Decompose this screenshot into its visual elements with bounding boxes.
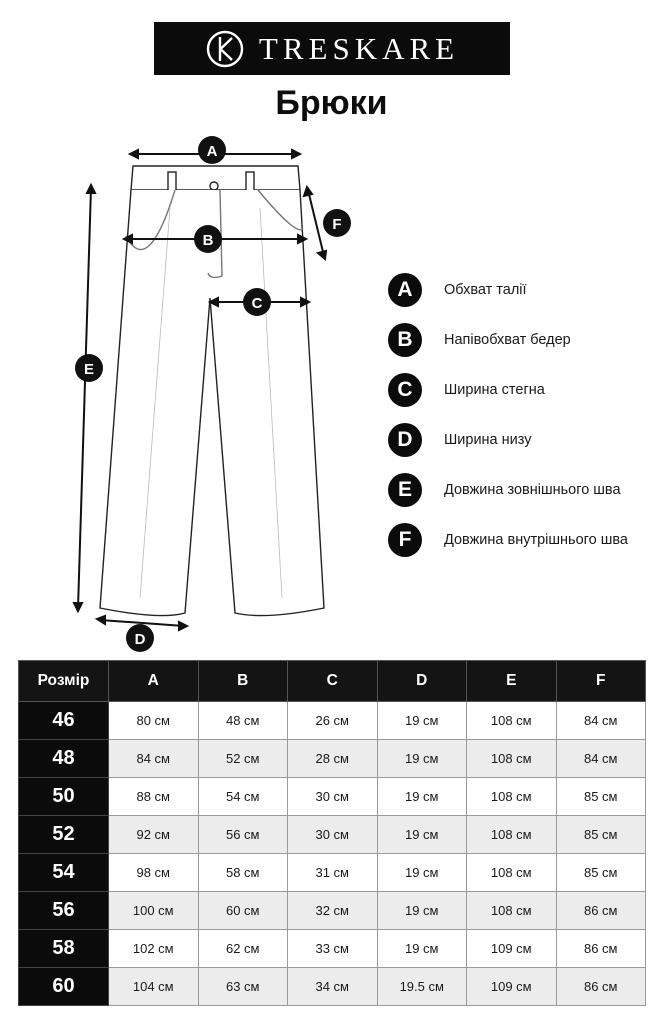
size-cell: 50 xyxy=(19,778,109,816)
cell-b: 48 см xyxy=(198,702,288,740)
cell-d: 19 см xyxy=(377,930,467,968)
column-header-size: Розмір xyxy=(19,661,109,702)
size-cell: 56 xyxy=(19,892,109,930)
cell-d: 19 см xyxy=(377,778,467,816)
column-header-b: B xyxy=(198,661,288,702)
pants-measurement-diagram xyxy=(60,128,360,658)
cell-c: 30 см xyxy=(288,778,378,816)
cell-c: 33 см xyxy=(288,930,378,968)
legend-item-c xyxy=(388,365,658,415)
cell-c: 30 см xyxy=(288,816,378,854)
cell-c: 28 см xyxy=(288,740,378,778)
brand-name: TRESKARE xyxy=(258,30,460,66)
legend-item-d xyxy=(388,415,658,465)
table-row xyxy=(19,892,646,930)
letter-badge-f xyxy=(323,209,351,237)
letter-badge-d xyxy=(126,624,154,652)
legend-letter-badge: A xyxy=(388,273,422,307)
brand-logo xyxy=(154,22,510,75)
svg-text:D: D xyxy=(134,631,146,648)
legend-label: Довжина зовнішнього шва xyxy=(444,482,621,498)
size-cell: 48 xyxy=(19,740,109,778)
cell-f: 86 см xyxy=(556,930,646,968)
cell-f: 85 см xyxy=(556,778,646,816)
cell-a: 102 см xyxy=(109,930,199,968)
table-row xyxy=(19,778,646,816)
legend-item-b xyxy=(388,315,658,365)
svg-text:C: C xyxy=(251,295,263,312)
measurement-legend xyxy=(388,265,658,565)
svg-text:F: F xyxy=(332,216,342,233)
cell-e: 109 см xyxy=(467,930,557,968)
cell-d: 19 см xyxy=(377,816,467,854)
column-header-f: F xyxy=(556,661,646,702)
legend-label: Обхват талії xyxy=(444,282,527,298)
size-cell: 54 xyxy=(19,854,109,892)
cell-b: 60 см xyxy=(198,892,288,930)
cell-b: 62 см xyxy=(198,930,288,968)
cell-a: 80 см xyxy=(109,702,199,740)
cell-d: 19 см xyxy=(377,892,467,930)
legend-label: Довжина внутрішнього шва xyxy=(444,532,628,548)
brand-monogram-icon xyxy=(205,29,245,69)
cell-f: 86 см xyxy=(556,968,646,1006)
cell-e: 108 см xyxy=(467,892,557,930)
letter-badge-c xyxy=(243,288,271,316)
cell-e: 108 см xyxy=(467,816,557,854)
cell-e: 109 см xyxy=(467,968,557,1006)
cell-d: 19.5 см xyxy=(377,968,467,1006)
cell-b: 52 см xyxy=(198,740,288,778)
legend-letter-badge: F xyxy=(388,523,422,557)
size-cell: 52 xyxy=(19,816,109,854)
legend-label: Ширина низу xyxy=(444,432,532,448)
cell-f: 85 см xyxy=(556,854,646,892)
cell-a: 92 см xyxy=(109,816,199,854)
column-header-c: C xyxy=(288,661,378,702)
legend-item-f xyxy=(388,515,658,565)
cell-c: 34 см xyxy=(288,968,378,1006)
letter-badge-e xyxy=(75,354,103,382)
cell-a: 98 см xyxy=(109,854,199,892)
cell-e: 108 см xyxy=(467,740,557,778)
legend-item-e xyxy=(388,465,658,515)
table-row xyxy=(19,740,646,778)
table-row xyxy=(19,816,646,854)
cell-b: 63 см xyxy=(198,968,288,1006)
cell-a: 100 см xyxy=(109,892,199,930)
cell-c: 26 см xyxy=(288,702,378,740)
table-row xyxy=(19,702,646,740)
cell-a: 104 см xyxy=(109,968,199,1006)
cell-a: 84 см xyxy=(109,740,199,778)
table-row xyxy=(19,968,646,1006)
size-table xyxy=(18,660,646,1006)
svg-text:B: B xyxy=(202,232,214,249)
table-row xyxy=(19,854,646,892)
cell-f: 84 см xyxy=(556,740,646,778)
cell-e: 108 см xyxy=(467,778,557,816)
cell-c: 32 см xyxy=(288,892,378,930)
cell-b: 58 см xyxy=(198,854,288,892)
size-cell: 60 xyxy=(19,968,109,1006)
column-header-a: A xyxy=(109,661,199,702)
cell-f: 85 см xyxy=(556,816,646,854)
size-cell: 58 xyxy=(19,930,109,968)
column-header-d: D xyxy=(377,661,467,702)
legend-item-a xyxy=(388,265,658,315)
cell-a: 88 см xyxy=(109,778,199,816)
size-cell: 46 xyxy=(19,702,109,740)
cell-d: 19 см xyxy=(377,854,467,892)
table-row xyxy=(19,930,646,968)
legend-letter-badge: C xyxy=(388,373,422,407)
page-title: Брюки xyxy=(275,84,388,122)
letter-badge-a xyxy=(198,136,226,164)
cell-d: 19 см xyxy=(377,702,467,740)
cell-b: 54 см xyxy=(198,778,288,816)
legend-letter-badge: D xyxy=(388,423,422,457)
svg-text:A: A xyxy=(206,143,218,160)
legend-label: Напівобхват бедер xyxy=(444,332,571,348)
cell-f: 84 см xyxy=(556,702,646,740)
cell-e: 108 см xyxy=(467,854,557,892)
legend-letter-badge: B xyxy=(388,323,422,357)
cell-b: 56 см xyxy=(198,816,288,854)
svg-text:E: E xyxy=(83,361,95,378)
cell-c: 31 см xyxy=(288,854,378,892)
cell-e: 108 см xyxy=(467,702,557,740)
letter-badge-b xyxy=(194,225,222,253)
table-header-row xyxy=(19,661,646,702)
cell-f: 86 см xyxy=(556,892,646,930)
column-header-e: E xyxy=(467,661,557,702)
legend-letter-badge: E xyxy=(388,473,422,507)
cell-d: 19 см xyxy=(377,740,467,778)
legend-label: Ширина стегна xyxy=(444,382,545,398)
